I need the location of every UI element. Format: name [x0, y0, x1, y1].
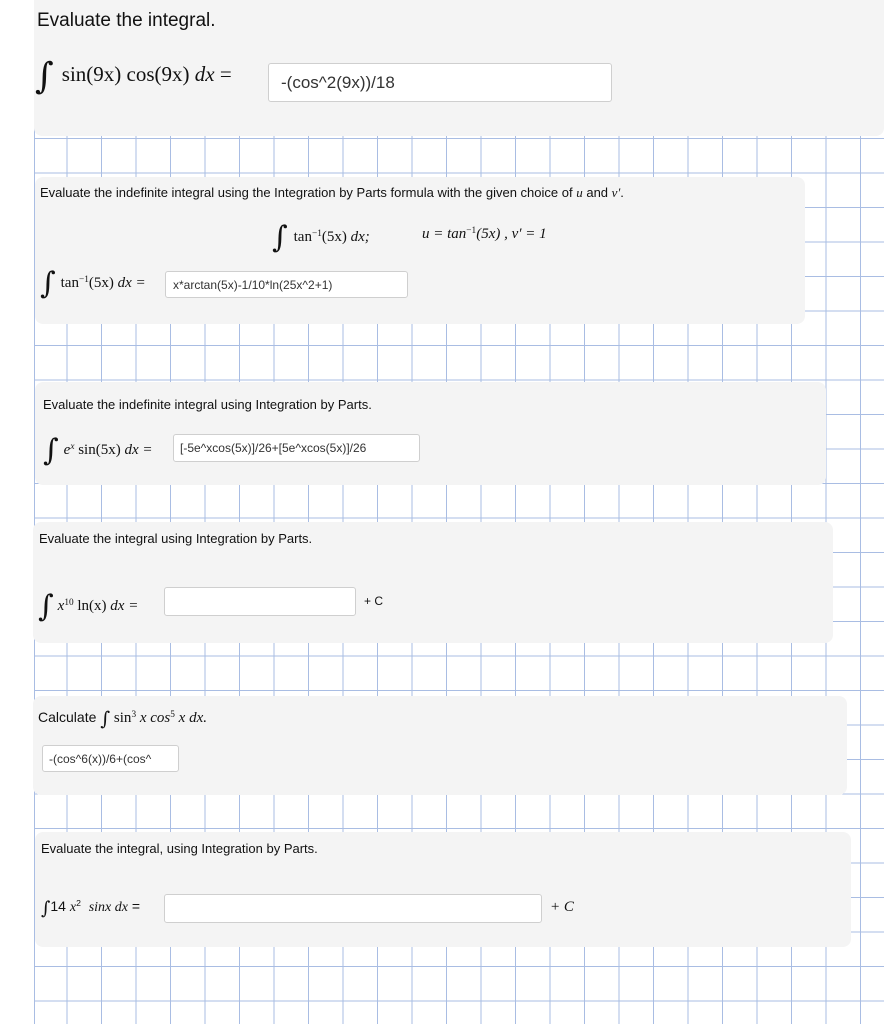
problem-1-dx: dx: [194, 62, 215, 86]
problem-1-equals: =: [219, 62, 232, 86]
problem-6-answer-input[interactable]: [164, 894, 542, 923]
integral-sign-icon: ∫: [41, 898, 51, 919]
integral-sign-icon: ∫: [100, 708, 111, 730]
problem-4-base: x: [57, 598, 65, 614]
problem-4-plus-c: + C: [364, 594, 384, 608]
problem-6-rest: sinx dx: [88, 900, 128, 915]
problem-2-v-var: v′: [611, 185, 621, 200]
problem-1-answer-input[interactable]: -(cos^2(9x))/18: [268, 63, 612, 102]
problem-5-cos-exp: 5: [170, 709, 175, 720]
problem-2-display-fn: tan: [293, 229, 312, 245]
problem-2-u-var: u: [576, 185, 583, 200]
problem-3-exp: x: [70, 441, 75, 452]
problem-2-display-dx: dx;: [350, 229, 370, 245]
integral-sign-icon: ∫: [40, 266, 56, 301]
problem-5-answer-input[interactable]: -(cos^6(x))/6+(cos^: [42, 745, 179, 772]
problem-2-lhs-inverse: −1: [78, 274, 89, 285]
problem-2-lhs-dx: dx =: [117, 275, 146, 291]
problem-1-integrand: sin(9x) cos(9x): [61, 62, 190, 86]
problem-2-answer-input[interactable]: x*arctan(5x)-1/10*ln(25x^2+1): [165, 271, 408, 298]
problem-3-prompt: Evaluate the indefinite integral using Integration by Parts.: [43, 397, 372, 412]
problem-2-display-inverse: −1: [311, 228, 322, 239]
integral-sign-icon: ∫: [43, 433, 59, 468]
problem-4-rest: ln(x): [77, 598, 107, 614]
problem-2-u-definition: [422, 226, 547, 243]
problem-5-tail: x dx.: [178, 710, 207, 726]
page-left-margin: [0, 0, 35, 1024]
problem-5-sin: sin: [113, 710, 132, 726]
problem-2-lhs-fn: tan: [60, 275, 79, 291]
problem-3-answer-input[interactable]: [-5e^xcos(5x)]/26+[5e^xcos(5x)]/26: [173, 434, 420, 462]
problem-3-rest: sin(5x): [78, 442, 121, 458]
problem-2-prompt: [40, 185, 624, 201]
problem-2-lhs-arg: (5x): [88, 275, 114, 291]
problem-6-prompt: Evaluate the integral, using Integration by Parts.: [41, 841, 318, 856]
problem-6-coef: 14: [50, 898, 66, 914]
problem-3-lhs: [43, 433, 152, 468]
problem-6-plus-c: + C: [550, 899, 574, 915]
problem-5-expression: [100, 708, 207, 730]
problem-4-dx: dx =: [110, 598, 139, 614]
integral-sign-icon: ∫: [35, 56, 54, 97]
problem-5-prompt-text: Calculate: [38, 709, 97, 725]
problem-4-prompt: Evaluate the integral using Integration by Parts.: [39, 531, 313, 546]
problem-2-u-rhs: (5x) , v′ = 1: [476, 226, 547, 242]
problem-1-prompt: Evaluate the integral.: [37, 10, 216, 31]
problem-3-base: e: [63, 442, 71, 458]
problem-2-display-arg: (5x): [321, 229, 347, 245]
problem-4-exp: 10: [64, 597, 74, 608]
problem-1-expression: [35, 56, 232, 97]
problem-5-sin-exp: 3: [131, 709, 137, 720]
problem-5-cos: x cos: [139, 710, 171, 726]
integral-sign-icon: ∫: [38, 589, 54, 624]
problem-2-period: .: [620, 185, 624, 200]
problem-6-exp: 2: [76, 898, 81, 909]
problem-2-prompt-text: Evaluate the indefinite integral using the Integration by Parts formula with the given choice of: [40, 185, 573, 200]
integral-sign-icon: ∫: [272, 220, 288, 255]
problem-6-lhs: [41, 898, 140, 919]
problem-2-display-integral: [272, 220, 370, 255]
problem-6-var: x: [69, 900, 77, 915]
problem-4-lhs: [38, 589, 138, 624]
problem-2-and: and: [586, 185, 609, 200]
problem-4-answer-input[interactable]: [164, 587, 356, 616]
problem-5-prompt: [38, 708, 207, 730]
problem-6-equals: =: [131, 898, 141, 914]
problem-2-u-inverse: −1: [466, 225, 477, 236]
problem-3-dx: dx =: [124, 442, 153, 458]
problem-2-lhs: [40, 266, 146, 301]
problem-2-u-lhs: u = tan: [422, 226, 467, 242]
